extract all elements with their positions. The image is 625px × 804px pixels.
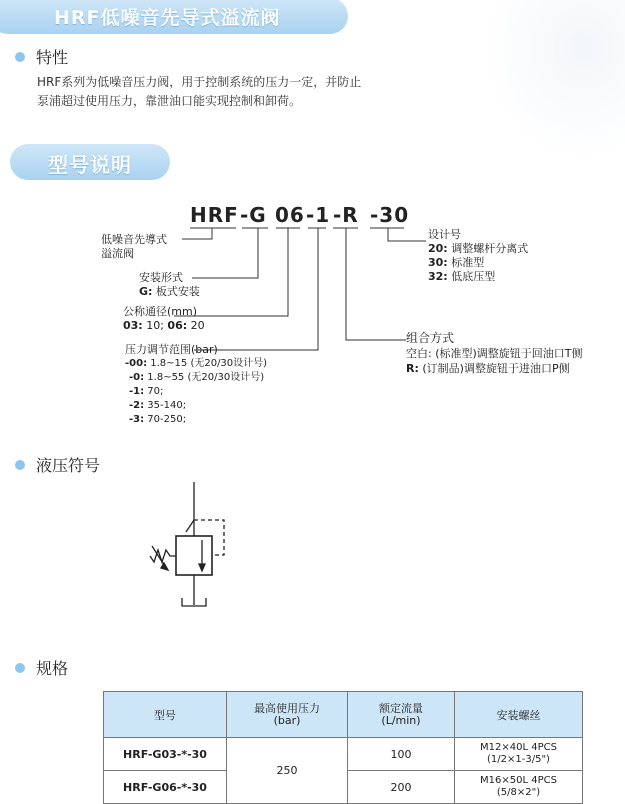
features-line: 泵浦超过使用压力，靠泄油口能实现控制和卸荷。	[37, 94, 302, 108]
header-model: 型号	[104, 692, 227, 738]
model-section-title: 型号说明	[48, 153, 132, 177]
bullet-icon	[15, 663, 25, 673]
combination-label: 组合方式 空白: (标准型)调整旋钮于回油口T侧 R: (订制品)调整旋钮于进油口P侧	[406, 331, 583, 375]
valve-name-label: 低噪音先導式 溢流阀	[101, 233, 167, 260]
cell-flow: 100	[348, 738, 455, 771]
table-header-row	[104, 692, 583, 738]
cell-bolt: M12×40L 4PCS (1/2×1-3/5")	[455, 738, 583, 771]
table-row	[104, 738, 583, 771]
hydraulic-symbol	[130, 480, 240, 615]
cell-bolt: M16×50L 4PCS (5/8×2")	[455, 771, 583, 804]
code-part-combo: -R	[333, 203, 359, 227]
symbol-title: 液压符号	[36, 456, 101, 475]
code-part-series: HRF	[190, 203, 239, 227]
mounting-label: 安装形式 G: 板式安装	[139, 271, 200, 298]
bullet-icon	[15, 460, 25, 470]
header-bolt: 安装螺丝	[455, 692, 583, 738]
design-number-label: 设计号 20: 调整螺杆分离式 30: 标准型 32: 低底压型	[428, 228, 529, 283]
header-pressure: 最高使用压力 (bar)	[227, 692, 348, 738]
spec-table	[103, 691, 583, 804]
header-flow: 额定流量 (L/min)	[348, 692, 455, 738]
cell-model: HRF-G06-*-30	[104, 771, 227, 804]
code-part-mounting: -G	[240, 203, 267, 227]
code-part-design: -30	[370, 203, 410, 227]
cell-pressure: 250	[227, 738, 348, 804]
cell-model: HRF-G03-*-30	[104, 738, 227, 771]
cell-flow: 200	[348, 771, 455, 804]
features-title: 特性	[36, 48, 69, 67]
pressure-range-label: 压力调节范围(bar) -00: 1.8~15 (无20/30设计号) -0: 1.8~55 (无20/30设计号) -1: 70; -2: 35-140; -3: 70-250;	[125, 343, 268, 425]
code-part-bore: 06	[275, 203, 305, 227]
bore-label: 公称通径(mm) 03: 10; 06: 20	[123, 305, 205, 332]
spec-title: 规格	[36, 659, 69, 678]
page-title: HRF低噪音先导式溢流阀	[54, 7, 281, 29]
features-line: HRF系列为低噪音压力阀，用于控制系统的压力一定，并防止	[37, 75, 362, 89]
code-part-pressure: -1	[306, 203, 331, 227]
